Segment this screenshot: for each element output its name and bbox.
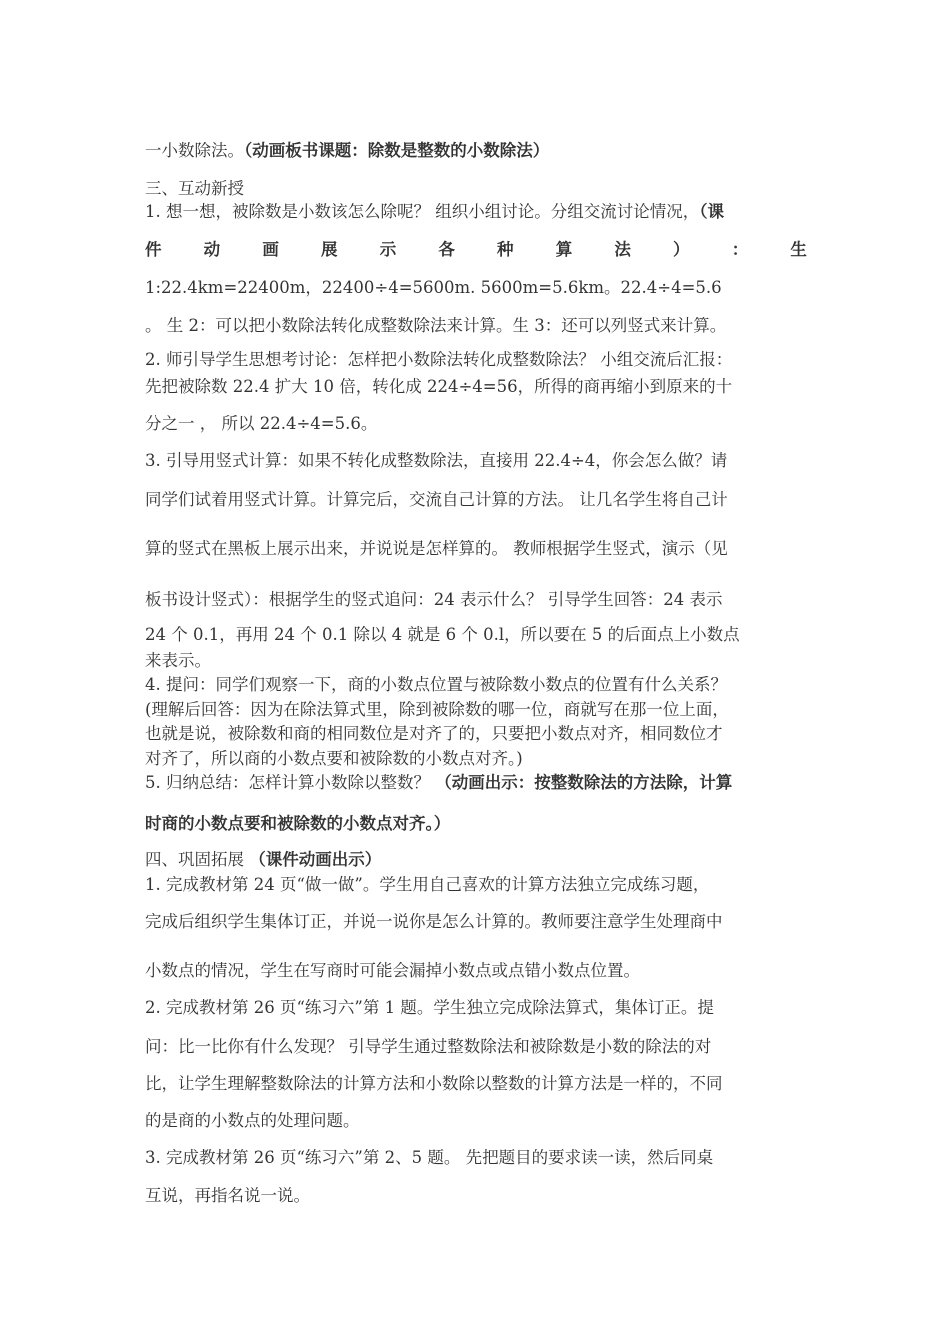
text-line: 完成后组织学生集体订正，并说一说你是怎么计算的。教师要注意学生处理商中 bbox=[145, 912, 723, 931]
justified-char: 画 bbox=[262, 240, 279, 259]
justified-char: 生 bbox=[790, 240, 807, 259]
section-heading bbox=[145, 849, 381, 871]
text-line: 24 个 0.1，再用 24 个 0.1 除以 4 就是 6 个 0.l，所以要在 5 的后面点上小数点 bbox=[145, 625, 740, 644]
justified-char: 法 bbox=[614, 240, 631, 259]
bold-segment: （动画板书课题：除数是整数的小数除法） bbox=[244, 141, 550, 160]
text-line: 同学们试着用竖式计算。计算完后，交流自己计算的方法。 让几名学生将自己计 bbox=[145, 490, 728, 509]
text-segment: 1. 想一想，被除数是小数该怎么除呢？ 组织小组讨论。分组交流讨论情况， bbox=[145, 202, 700, 221]
section-heading: 三、互动新授 bbox=[145, 179, 244, 198]
text-line: 的是商的小数点的处理问题。 bbox=[145, 1111, 360, 1130]
justified-char: ： bbox=[731, 240, 749, 259]
bold-segment: （课件动画出示） bbox=[249, 850, 382, 869]
text-line: 比，让学生理解整数除法的计算方法和小数除以整数的计算方法是一样的，不同 bbox=[145, 1074, 723, 1093]
text-line: 2. 完成教材第 26 页“练习六”第 1 题。学生独立完成除法算式，集体订正。提 bbox=[145, 998, 714, 1017]
text-segment: 四、巩固拓展 bbox=[145, 850, 250, 869]
text-line: 2. 师引导学生思想考讨论：怎样把小数除法转化成整数除法？ 小组交流后汇报： bbox=[145, 350, 733, 369]
text-segment: 一小数除法。 bbox=[145, 141, 244, 160]
bold-segment: （动画出示：按整数除法的方法除，计算 bbox=[435, 773, 733, 792]
bold-segment: （课 bbox=[699, 202, 724, 221]
text-line: 3. 完成教材第 26 页“练习六”第 2、5 题。 先把题目的要求读一读，然后同桌 bbox=[145, 1148, 714, 1167]
justified-char: 示 bbox=[379, 240, 397, 259]
text-line bbox=[145, 140, 549, 162]
text-line: 。 生 2：可以把小数除法转化成整数除法来计算。生 3：还可以列竖式来计算。 bbox=[145, 316, 727, 335]
text-line bbox=[145, 201, 724, 223]
justified-char: 动 bbox=[203, 240, 221, 259]
text-line: (理解后回答：因为在除法算式里，除到被除数的哪一位，商就写在那一位上面， bbox=[145, 700, 729, 719]
text-line: 也就是说，被除数和商的相同数位是对齐了的，只要把小数点对齐，相同数位才 bbox=[145, 724, 723, 743]
justified-char: 件 bbox=[145, 240, 162, 259]
text-line: 4. 提问：同学们观察一下，商的小数点位置与被除数小数点的位置有什么关系？ bbox=[145, 675, 727, 694]
justified-char: 各 bbox=[438, 240, 455, 259]
text-line: 小数点的情况，学生在写商时可能会漏掉小数点或点错小数点位置。 bbox=[145, 961, 640, 980]
text-line: 1. 完成教材第 24 页“做一做”。学生用自己喜欢的计算方法独立完成练习题， bbox=[145, 875, 710, 894]
text-line: 分之一 ， 所以 22.4÷4=5.6。 bbox=[145, 414, 378, 433]
text-line bbox=[145, 772, 732, 794]
justified-char: 种 bbox=[497, 240, 514, 259]
text-line: 3. 引导用竖式计算：如果不转化成整数除法，直接用 22.4÷4，你会怎么做？请 bbox=[145, 451, 728, 470]
text-line: 板书设计竖式）：根据学生的竖式追问：24 表示什么？ 引导学生回答：24 表示 bbox=[145, 590, 723, 609]
justified-char: 算 bbox=[555, 240, 573, 259]
justified-char: 展 bbox=[321, 240, 338, 259]
text-line: 问：比一比你有什么发现？ 引导学生通过整数除法和被除数是小数的除法的对 bbox=[145, 1037, 712, 1056]
text-line: 算的竖式在黑板上展示出来，并说说是怎样算的。 教师根据学生竖式，演示（见 bbox=[145, 539, 728, 558]
text-line: 先把被除数 22.4 扩大 10 倍，转化成 224÷4=56，所得的商再缩小到原来的十 bbox=[145, 377, 733, 396]
text-line: 对齐了，所以商的小数点要和被除数的小数点对齐。) bbox=[145, 749, 523, 768]
justified-char: ） bbox=[673, 240, 690, 259]
bold-line: 时商的小数点要和被除数的小数点对齐。） bbox=[145, 814, 451, 833]
text-line: 来表示。 bbox=[145, 651, 211, 670]
text-segment: 5. 归纳总结：怎样计算小数除以整数？ bbox=[145, 773, 436, 792]
text-line: 1:22.4km=22400m，22400÷4=5600m. 5600m=5.6km。22.4÷4=5.6 bbox=[145, 278, 722, 297]
text-line: 互说，再指名说一说。 bbox=[145, 1186, 310, 1205]
justified-line bbox=[145, 239, 807, 261]
